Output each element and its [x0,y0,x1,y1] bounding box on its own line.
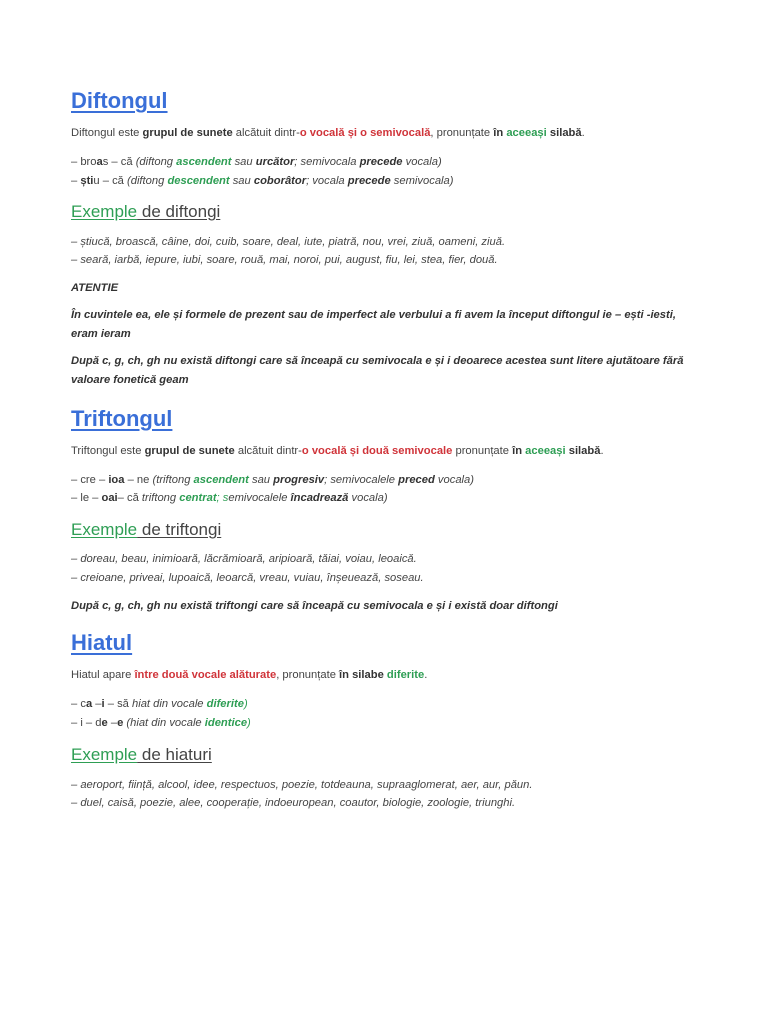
example-diftong-ascendent: – broas – că (diftong ascendent sau urcător; semivocala precede vocala) [71,156,442,168]
list-triftongi-2: – creioane, priveai, lupoaică, leoarcă, vreau, vuiau, înșeuează, soseau. [71,572,424,584]
exemple-link[interactable]: Exemple [71,520,138,539]
example-hiat-identice: – i – de –e (hiat din vocale identice) [71,717,251,729]
definition-diftong: Diftongul este grupul de sunete alcătuit dintr-o vocală și o semivocală, pronunțate în aceeași silabă. [71,127,585,139]
note-triftong-cg: După c, g, ch, gh nu există triftongi care să înceapă cu semivocala e și i există doar diftongi [71,600,558,612]
list-triftongi-1: – doreau, beau, inimioară, lăcrămioară, aripioară, tăiai, voiau, leoaică. [71,553,417,565]
heading-triftongul[interactable]: Triftongul [71,406,173,431]
subheading-exemple-triftongi: Exemple de triftongi [71,520,222,539]
definition-triftong: Triftongul este grupul de sunete alcătuit dintr-o vocală și două semivocale pronunțate în aceeași silabă. [71,445,604,457]
subheading-exemple-diftongi: Exemple de diftongi [71,202,221,221]
note-diftong-cg: După c, g, ch, gh nu există diftongi care să înceapă cu semivocala e și i deoarece acestea sunt litere ajutătoare fără valoare fonetică geam [71,355,684,386]
list-diftongi-1: – știucă, broască, câine, doi, cuib, soare, deal, iute, piatră, nou, vrei, ziuă, oameni, ziuă. [71,236,506,248]
list-hiaturi-2: – duel, caisă, poezie, alee, cooperație, indoeuropean, coautor, biologie, zoologie, triunghi. [71,797,516,809]
heading-diftongul[interactable]: Diftongul [71,88,168,113]
example-triftong-ascendent: – cre – ioa – ne (triftong ascendent sau progresiv; semivocalele preced vocala) [71,474,474,486]
example-diftong-descendent: – știu – că (diftong descendent sau coborâtor; vocala precede semivocala) [71,175,454,187]
heading-hiatul[interactable]: Hiatul [71,630,133,655]
exemple-link[interactable]: Exemple [71,745,138,764]
example-hiat-diferite: – ca –i – să hiat din vocale diferite) [71,698,248,710]
example-triftong-centrat: – le – oai– că triftong centrat; semivocalele încadrează vocala) [71,492,388,504]
subheading-exemple-hiaturi: Exemple de hiaturi [71,745,212,764]
list-hiaturi-1: – aeroport, ființă, alcool, idee, respectuos, poezie, totdeauna, supraaglomerat, aer, aur, păun. [71,779,533,791]
exemple-link[interactable]: Exemple [71,202,138,221]
list-diftongi-2: – seară, iarbă, iepure, iubi, soare, rouă, mai, noroi, pui, august, fiu, lei, stea, fier, două. [71,254,498,266]
note-diftong-ie: În cuvintele ea, ele și formele de prezent sau de imperfect ale verbului a fi avem la început diftongul ie – ești -iesti, eram ieram [71,309,676,340]
atentie-label: ATENTIE [71,282,119,294]
definition-hiat: Hiatul apare între două vocale alăturate, pronunțate în silabe diferite. [71,669,428,681]
